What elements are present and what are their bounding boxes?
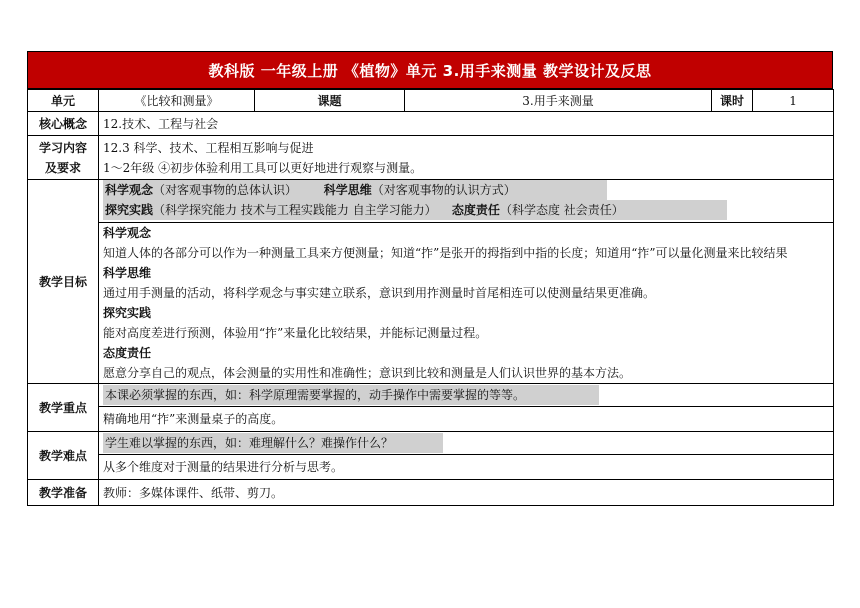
topic-value: 3.用手来测量	[405, 90, 712, 112]
difficulties-text: 从多个维度对于测量的结果进行分析与思考。	[103, 460, 344, 474]
banner-title: 教科版 一年级上册 《植物》单元 3.用手来测量 教学设计及反思	[27, 51, 833, 89]
key-points-text: 精确地用“拃”来测量桌子的高度。	[103, 412, 284, 426]
core-concept-value: 12.技术、工程与社会	[99, 112, 834, 136]
goals-label: 教学目标	[28, 180, 99, 384]
difficulties-hint: 学生难以掌握的东西，如：难理解什么？难操作什么？	[103, 433, 443, 453]
goals-row	[28, 180, 834, 384]
preparation-text: 教师：多媒体课件、纸带、剪刀。	[99, 480, 834, 506]
learning-label: 学习内容 及要求	[28, 136, 99, 180]
learning-row	[28, 136, 834, 180]
difficulties-row	[28, 432, 834, 480]
difficulties-label: 教学难点	[28, 432, 99, 480]
core-concept-row	[28, 112, 834, 136]
preparation-label: 教学准备	[28, 480, 99, 506]
unit-label: 单元	[28, 90, 99, 112]
topic-label: 课题	[255, 90, 405, 112]
unit-value: 《比较和测量》	[99, 90, 255, 112]
lesson-plan-sheet	[27, 51, 833, 506]
key-points-content	[99, 384, 834, 432]
learning-content	[99, 136, 834, 180]
goals-summary: 科学观念（对客观事物的总体认识） 科学思维（对客观事物的认识方式） 探究实践（科学探究能力 技术与工程实践能力 自主学习能力） 态度责任（科学态度 社会责任）	[99, 180, 833, 223]
goal-section-attitude: 态度责任 愿意分享自己的观点，体会测量的实用性和准确性；意识到比较和测量是人们认识世界的基本方法。	[103, 346, 632, 380]
learning-line-2: 1～2年级 ④初步体验利用工具可以更好地进行观察与测量。	[103, 160, 423, 175]
goal-section-concept: 科学观念 知道人体的各部分可以作为一种测量工具来方便测量；知道“拃”是张开的拇指到中指的长度；知道用“拃”可以量化测量来比较结果	[103, 226, 788, 260]
key-points-hint: 本课必须掌握的东西，如：科学原理需要掌握的，动手操作中需要掌握的等等。	[103, 385, 599, 405]
header-row	[28, 90, 834, 112]
difficulties-content	[99, 432, 834, 480]
period-label: 课时	[712, 90, 753, 112]
preparation-row	[28, 480, 834, 506]
lesson-plan-table	[27, 89, 834, 506]
core-concept-label: 核心概念	[28, 112, 99, 136]
key-points-row	[28, 384, 834, 432]
learning-line-1: 12.3 科学、技术、工程相互影响与促进	[103, 140, 314, 155]
goals-content	[99, 180, 834, 384]
goal-section-practice: 探究实践 能对高度差进行预测，体验用“拃”来量化比较结果，并能标记测量过程。	[103, 306, 488, 340]
period-value: 1	[753, 90, 834, 112]
goal-section-thinking: 科学思维 通过用手测量的活动，将科学观念与事实建立联系，意识到用拃测量时首尾相连可以使测量结果更准确。	[103, 266, 656, 300]
key-points-label: 教学重点	[28, 384, 99, 432]
